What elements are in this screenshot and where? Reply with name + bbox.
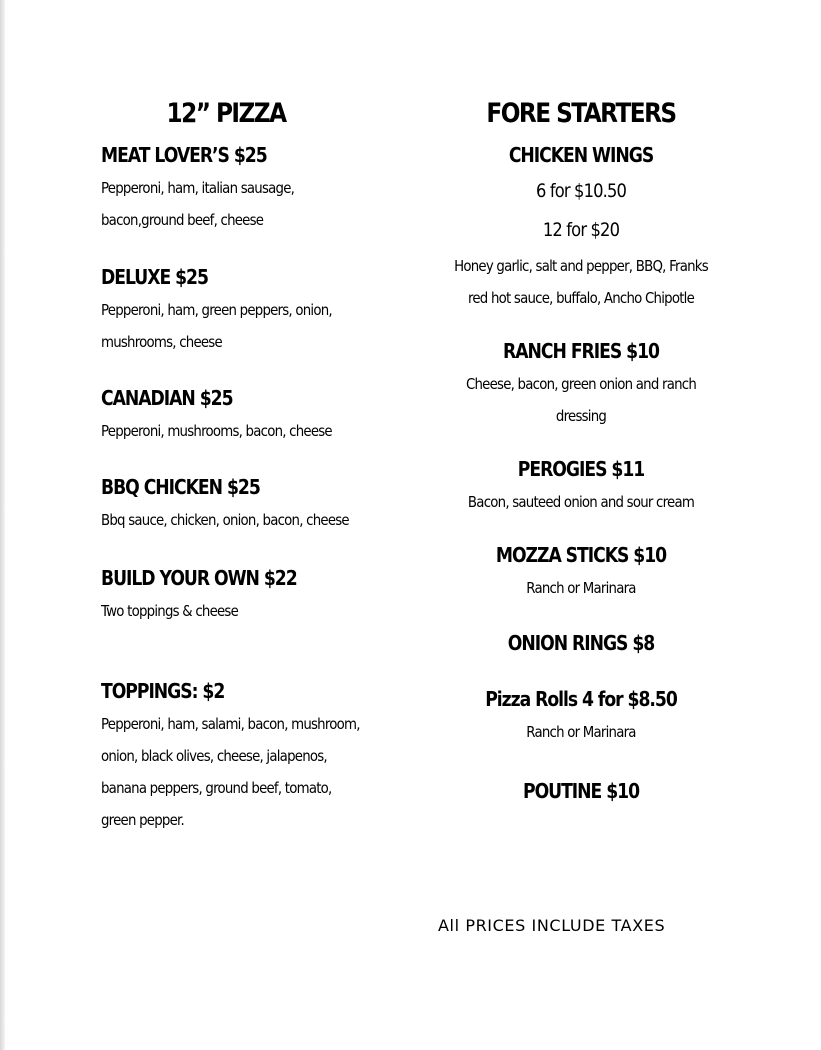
- page-edge-shadow: [0, 0, 5, 1050]
- item-desc-line: Honey garlic, salt and pepper, BBQ, Franks: [454, 257, 708, 275]
- taxes-note: All PRICES INCLUDE TAXES: [438, 916, 666, 935]
- pizza-section-title: 12” PIZZA: [166, 98, 286, 129]
- item-title: MEAT LOVER’S $25: [101, 143, 267, 167]
- menu-item-build-your-own: [101, 561, 421, 627]
- item-desc-line: Cheese, bacon, green onion and ranch: [465, 375, 697, 393]
- item-desc-line: Pepperoni, ham, salami, bacon, mushroom,: [101, 715, 360, 733]
- item-desc-line: red hot sauce, buffalo, Ancho Chipotle: [467, 289, 695, 307]
- item-desc-line: onion, black olives, cheese, jalapenos,: [101, 747, 327, 765]
- item-desc-line: Pepperoni, ham, green peppers, onion,: [101, 301, 332, 319]
- starters-section-title: FORE STARTERS: [486, 98, 676, 129]
- item-title: RANCH FRIES $10: [503, 339, 659, 363]
- item-title: TOPPINGS: $2: [101, 679, 225, 703]
- item-title: POUTINE $10: [522, 779, 640, 803]
- item-title: PEROGIES $11: [517, 457, 645, 481]
- menu-item-perogies: [426, 452, 736, 518]
- menu-item-ranch-fries: [426, 334, 736, 432]
- menu-item-onion-rings: [426, 626, 736, 660]
- item-title: DELUXE $25: [101, 265, 208, 289]
- item-title: MOZZA STICKS $10: [495, 543, 667, 567]
- item-desc-line: Ranch or Marinara: [526, 723, 636, 741]
- menu-item-canadian: [101, 381, 421, 447]
- item-title: CHICKEN WINGS: [508, 143, 654, 167]
- menu-item-poutine: [426, 774, 736, 808]
- item-desc-line: dressing: [555, 407, 607, 425]
- item-desc-line: Two toppings & cheese: [101, 602, 239, 620]
- item-desc-line: mushrooms, cheese: [101, 333, 222, 351]
- item-desc-line: Pepperoni, mushrooms, bacon, cheese: [101, 422, 332, 440]
- menu-item-chicken-wings: [426, 138, 736, 314]
- pizza-column: [101, 92, 421, 836]
- menu-item-meat-lovers: [101, 138, 421, 236]
- item-title: CANADIAN $25: [101, 386, 233, 410]
- item-title: ONION RINGS $8: [507, 631, 655, 655]
- menu-item-mozza-sticks: [426, 538, 736, 604]
- item-desc-line: green pepper.: [101, 811, 184, 829]
- starters-column: [426, 92, 736, 808]
- item-desc-line: Bacon, sauteed onion and sour cream: [467, 493, 695, 511]
- menu-item-bbq-chicken: [101, 470, 421, 536]
- item-desc-line: Bbq sauce, chicken, onion, bacon, cheese: [101, 511, 349, 529]
- item-title: BUILD YOUR OWN $22: [101, 566, 297, 590]
- wings-price-line: 12 for $20: [542, 219, 620, 241]
- item-desc-line: bacon,ground beef, cheese: [101, 211, 264, 229]
- item-desc-line: Ranch or Marinara: [526, 579, 636, 597]
- menu-item-toppings: [101, 674, 421, 836]
- wings-price-line: 6 for $10.50: [535, 180, 627, 202]
- menu-item-pizza-rolls: [426, 682, 736, 748]
- item-title: Pizza Rolls 4 for $8.50: [485, 687, 677, 711]
- item-desc-line: Pepperoni, ham, italian sausage,: [101, 179, 295, 197]
- menu-item-deluxe: [101, 260, 421, 358]
- item-title: BBQ CHICKEN $25: [101, 475, 260, 499]
- item-desc-line: banana peppers, ground beef, tomato,: [101, 779, 332, 797]
